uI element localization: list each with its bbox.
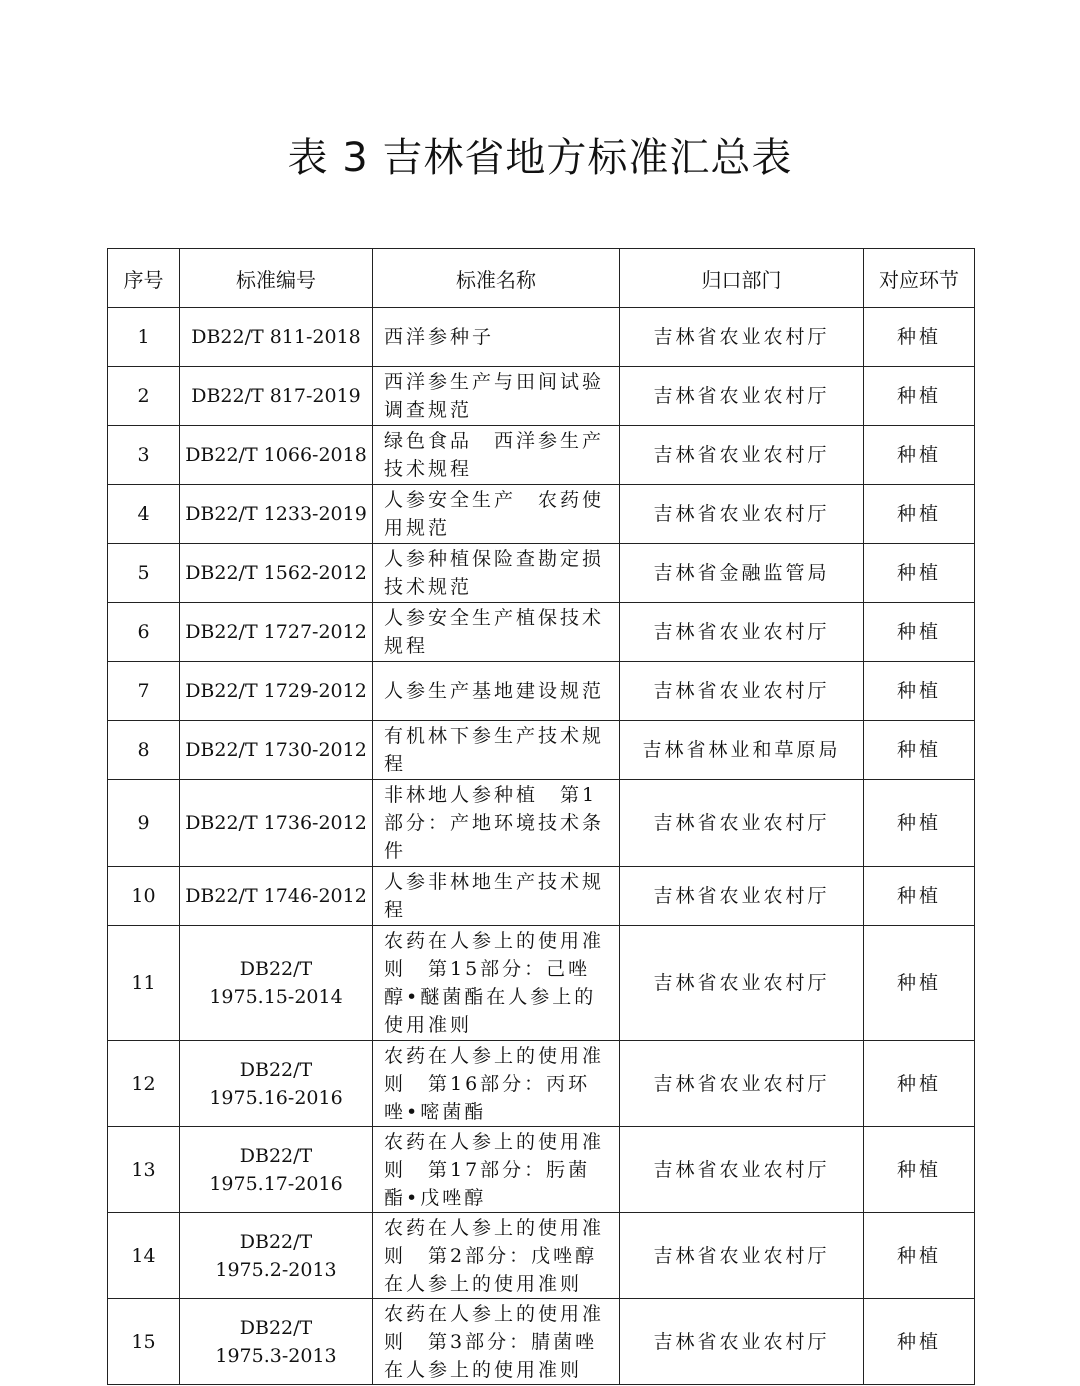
row-name: 有机林下参生产技术规程 bbox=[373, 721, 620, 780]
header-no: 序号 bbox=[108, 249, 180, 308]
row-dept: 吉林省农业农村厅 bbox=[620, 367, 864, 426]
row-no: 14 bbox=[108, 1213, 180, 1299]
row-code: DB22/T 1975.15-2014 bbox=[180, 926, 373, 1041]
row-no: 4 bbox=[108, 485, 180, 544]
table-row bbox=[108, 1299, 975, 1385]
row-no: 9 bbox=[108, 780, 180, 867]
row-code: DB22/T 1066-2018 bbox=[180, 426, 373, 485]
row-no: 1 bbox=[108, 308, 180, 367]
row-stage: 种植 bbox=[864, 926, 975, 1041]
row-stage: 种植 bbox=[864, 603, 975, 662]
row-code: DB22/T 1729-2012 bbox=[180, 662, 373, 721]
row-no: 10 bbox=[108, 867, 180, 926]
table-row bbox=[108, 662, 975, 721]
table-row bbox=[108, 367, 975, 426]
row-no: 11 bbox=[108, 926, 180, 1041]
table-header-row bbox=[108, 249, 975, 308]
row-no: 5 bbox=[108, 544, 180, 603]
row-dept: 吉林省农业农村厅 bbox=[620, 926, 864, 1041]
row-code: DB22/T 1975.16-2016 bbox=[180, 1041, 373, 1127]
row-name: 绿色食品 西洋参生产技术规程 bbox=[373, 426, 620, 485]
table-row bbox=[108, 867, 975, 926]
row-no: 8 bbox=[108, 721, 180, 780]
table-row bbox=[108, 544, 975, 603]
row-dept: 吉林省农业农村厅 bbox=[620, 1213, 864, 1299]
table-row bbox=[108, 426, 975, 485]
row-no: 7 bbox=[108, 662, 180, 721]
row-code: DB22/T 811-2018 bbox=[180, 308, 373, 367]
row-dept: 吉林省农业农村厅 bbox=[620, 603, 864, 662]
row-name: 农药在人参上的使用准则 第3部分：腈菌唑在人参上的使用准则 bbox=[373, 1299, 620, 1385]
row-dept: 吉林省农业农村厅 bbox=[620, 426, 864, 485]
table-row bbox=[108, 926, 975, 1041]
row-dept: 吉林省农业农村厅 bbox=[620, 485, 864, 544]
row-name: 农药在人参上的使用准则 第16部分：丙环唑•嘧菌酯 bbox=[373, 1041, 620, 1127]
row-dept: 吉林省林业和草原局 bbox=[620, 721, 864, 780]
row-stage: 种植 bbox=[864, 662, 975, 721]
row-code: DB22/T 1736-2012 bbox=[180, 780, 373, 867]
row-stage: 种植 bbox=[864, 1213, 975, 1299]
table-row bbox=[108, 308, 975, 367]
row-no: 6 bbox=[108, 603, 180, 662]
header-dept: 归口部门 bbox=[620, 249, 864, 308]
row-no: 15 bbox=[108, 1299, 180, 1385]
row-stage: 种植 bbox=[864, 1127, 975, 1213]
row-no: 3 bbox=[108, 426, 180, 485]
row-name: 农药在人参上的使用准则 第15部分：己唑醇•醚菌酯在人参上的使用准则 bbox=[373, 926, 620, 1041]
table-row bbox=[108, 1213, 975, 1299]
row-stage: 种植 bbox=[864, 426, 975, 485]
row-code: DB22/T 1730-2012 bbox=[180, 721, 373, 780]
row-code: DB22/T 1746-2012 bbox=[180, 867, 373, 926]
row-dept: 吉林省农业农村厅 bbox=[620, 1299, 864, 1385]
table-row bbox=[108, 1041, 975, 1127]
header-stage: 对应环节 bbox=[864, 249, 975, 308]
row-name: 西洋参生产与田间试验调查规范 bbox=[373, 367, 620, 426]
row-code: DB22/T 817-2019 bbox=[180, 367, 373, 426]
table-row bbox=[108, 721, 975, 780]
table-row bbox=[108, 603, 975, 662]
header-name: 标准名称 bbox=[373, 249, 620, 308]
row-stage: 种植 bbox=[864, 308, 975, 367]
row-name: 人参安全生产植保技术规程 bbox=[373, 603, 620, 662]
row-code: DB22/T 1975.3-2013 bbox=[180, 1299, 373, 1385]
row-code: DB22/T 1233-2019 bbox=[180, 485, 373, 544]
table-row bbox=[108, 1127, 975, 1213]
row-code: DB22/T 1975.2-2013 bbox=[180, 1213, 373, 1299]
row-dept: 吉林省农业农村厅 bbox=[620, 308, 864, 367]
row-no: 12 bbox=[108, 1041, 180, 1127]
row-stage: 种植 bbox=[864, 544, 975, 603]
row-code: DB22/T 1562-2012 bbox=[180, 544, 373, 603]
row-dept: 吉林省农业农村厅 bbox=[620, 780, 864, 867]
row-stage: 种植 bbox=[864, 1041, 975, 1127]
row-stage: 种植 bbox=[864, 721, 975, 780]
row-name: 人参种植保险查勘定损技术规范 bbox=[373, 544, 620, 603]
row-stage: 种植 bbox=[864, 780, 975, 867]
row-no: 2 bbox=[108, 367, 180, 426]
row-stage: 种植 bbox=[864, 1299, 975, 1385]
row-dept: 吉林省农业农村厅 bbox=[620, 867, 864, 926]
row-name: 非林地人参种植 第1部分：产地环境技术条件 bbox=[373, 780, 620, 867]
row-name: 农药在人参上的使用准则 第17部分：肟菌酯•戊唑醇 bbox=[373, 1127, 620, 1213]
row-stage: 种植 bbox=[864, 867, 975, 926]
row-stage: 种植 bbox=[864, 485, 975, 544]
row-stage: 种植 bbox=[864, 367, 975, 426]
row-name: 农药在人参上的使用准则 第2部分：戊唑醇在人参上的使用准则 bbox=[373, 1213, 620, 1299]
table-row bbox=[108, 780, 975, 867]
row-code: DB22/T 1727-2012 bbox=[180, 603, 373, 662]
table-row bbox=[108, 485, 975, 544]
row-dept: 吉林省农业农村厅 bbox=[620, 1127, 864, 1213]
row-dept: 吉林省金融监管局 bbox=[620, 544, 864, 603]
row-name: 人参安全生产 农药使用规范 bbox=[373, 485, 620, 544]
page-title: 表 3 吉林省地方标准汇总表 bbox=[287, 135, 793, 181]
standards-table bbox=[107, 248, 975, 1385]
header-code: 标准编号 bbox=[180, 249, 373, 308]
row-code: DB22/T 1975.17-2016 bbox=[180, 1127, 373, 1213]
row-dept: 吉林省农业农村厅 bbox=[620, 662, 864, 721]
row-name: 人参生产基地建设规范 bbox=[373, 662, 620, 721]
row-name: 人参非林地生产技术规程 bbox=[373, 867, 620, 926]
row-name: 西洋参种子 bbox=[373, 308, 620, 367]
row-dept: 吉林省农业农村厅 bbox=[620, 1041, 864, 1127]
row-no: 13 bbox=[108, 1127, 180, 1213]
